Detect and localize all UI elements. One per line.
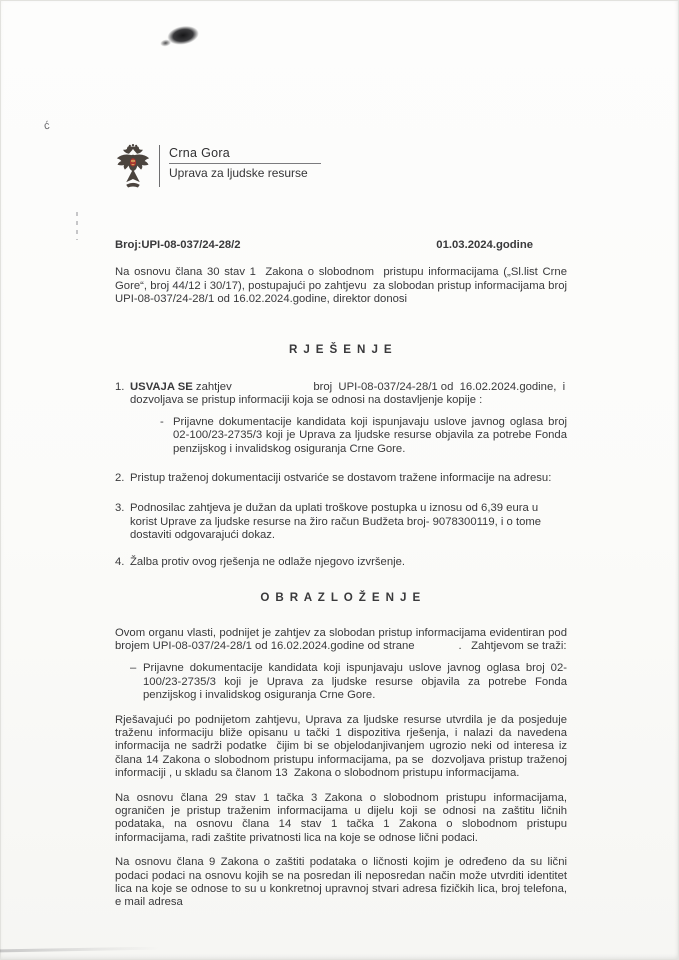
item-number: 1. — [115, 381, 125, 394]
explanation-intro: Ovom organu vlasti, podnijet je zahtjev za slobodan pristup informacijama evidentiran pod brojem UPI-08-037/24-28/1 od 16.02.2024.godine od strane . Zahtjevom se traži: — [115, 626, 571, 652]
letterhead-rule — [169, 163, 321, 164]
subitem-text: Prijavne dokumentacije kandidata koji ispunjavaju uslove javnog oglasa broj 02-100/23-2735/3 koji je Uprava za ljudske resurse objavila za potrebe Fonda penzijskog i invalidskog osiguranja Crne Gore. — [173, 415, 571, 455]
document-meta — [115, 239, 567, 252]
item-number: 4. — [115, 555, 125, 568]
decision-item-2 — [115, 472, 567, 485]
decision-item-4 — [115, 556, 567, 569]
letterhead — [115, 142, 567, 189]
explanation-paragraph-2: Na osnovu člana 29 stav 1 tačka 3 Zakona o slobodnom pristupu informacijama, ograničen je pristup traženim informacijama u dijelu koji se odnosi na zaštitu ličnih podataka, na osnovu člana 14 stav 1 tačka 1 Zakona o slobodnom pristupu informacijama, radi zaštite privatnosti lica na koje se odnose lični podaci. — [115, 791, 571, 844]
item-lead-bold: USVAJA SE — [130, 381, 193, 394]
item-rest: zahtjev broj UPI-08-037/24-28/1 od 16.02.2024.godine, i dozvoljava se pristup informaciji koja se odnosi na dostavljenje kopije : — [130, 381, 569, 407]
document-date: 01.03.2024.godine — [436, 239, 533, 251]
item-text: Žalba protiv ovog rješenja ne odlaže njegovo izvršenje. — [130, 555, 406, 568]
letterhead-org: Uprava za ljudske resurse — [169, 166, 308, 181]
scan-fold-marks — [76, 212, 78, 240]
item-number: 2. — [115, 472, 125, 485]
decision-item-3 — [115, 502, 567, 542]
explanation-bullet — [130, 662, 571, 702]
dash-bullet-icon: - — [160, 415, 164, 428]
item-text: Pristup traženoj dokumentaciji ostvariće se dostavom tražene informacije na adresu: — [130, 472, 552, 485]
document-content — [115, 142, 574, 910]
scan-pen-mark: ć — [43, 119, 51, 133]
explanation-paragraph-3: Na osnovu člana 9 Zakona o zaštiti podataka o ličnosti kojim je određeno da su lični podaci podaci na osnovu kojih se na posredan ili neposredan način može utvrditi identitet lica na koje se odnose to su u konkretnoj upravnoj stvari adresa fizičkih lica, broj telefona, e mail adresa — [115, 856, 571, 909]
decision-item-1 — [115, 381, 567, 408]
decision-items — [115, 381, 571, 569]
letterhead-country: Crna Gora — [169, 146, 231, 160]
montenegro-coat-of-arms-icon — [115, 142, 151, 189]
dash-bullet-icon: – — [130, 662, 137, 675]
letterhead-divider — [159, 145, 160, 187]
document-number: Broj:UPI-08-037/24-28/2 — [115, 239, 241, 251]
scan-edge-streak — [0, 947, 160, 953]
decision-subitem-1 — [160, 415, 571, 456]
item-text: Podnosilac zahtjeva je dužan da uplati troškove postupka u iznosu od 6,39 eura u korist Uprave za ljudske resurse na žiro račun Budžeta broj- 9078300119, i o tome dostaviti odgovarajući dokaz. — [130, 502, 545, 542]
scan-ink-smudge — [165, 22, 206, 48]
item-text — [130, 381, 567, 408]
preamble-paragraph: Na osnovu člana 30 stav 1 Zakona o slobodnom pristupu informacijama („Sl.list Crne Gore“, broj 44/12 i 30/17), postupajući po zahtjevu za slobodan pristup informacijama broj UPI-08-037/24-28/1 od 16.02.2024.godine, direktor donosi — [115, 266, 574, 306]
item-number: 3. — [115, 502, 125, 515]
explanation-title: O B R A Z L O Ž E N J E — [260, 591, 422, 605]
bullet-text: Prijavne dokumentacije kandidata koji ispunjavaju uslove javnog oglasa broj 02-100/23-2735/3 koji je Uprava za ljudske resurse objavila za potrebe Fonda penzijskog i invalidskog osiguranja Crne Gore. — [143, 662, 571, 702]
explanation-paragraph-1: Rješavajući po podnijetom zahtjevu, Uprava za ljudske resurse utvrdila je da posjeduje traženu informaciju bliže opisanu u tački 1 dispozitiva rješenja, i nalazi da navedena informacija ne sadrži podatke čijim bi se objelodanjivanjem ugrozio neki od interesa iz člana 14 Zakona o slobodnom pristupu informacijama, pa se dozvoljava pristup traženoj informaciji , u skladu sa članom 13 Zakona o slobodnom pristupu informacijama. — [115, 713, 571, 780]
decision-title: R J E Š E N J E — [288, 342, 394, 356]
